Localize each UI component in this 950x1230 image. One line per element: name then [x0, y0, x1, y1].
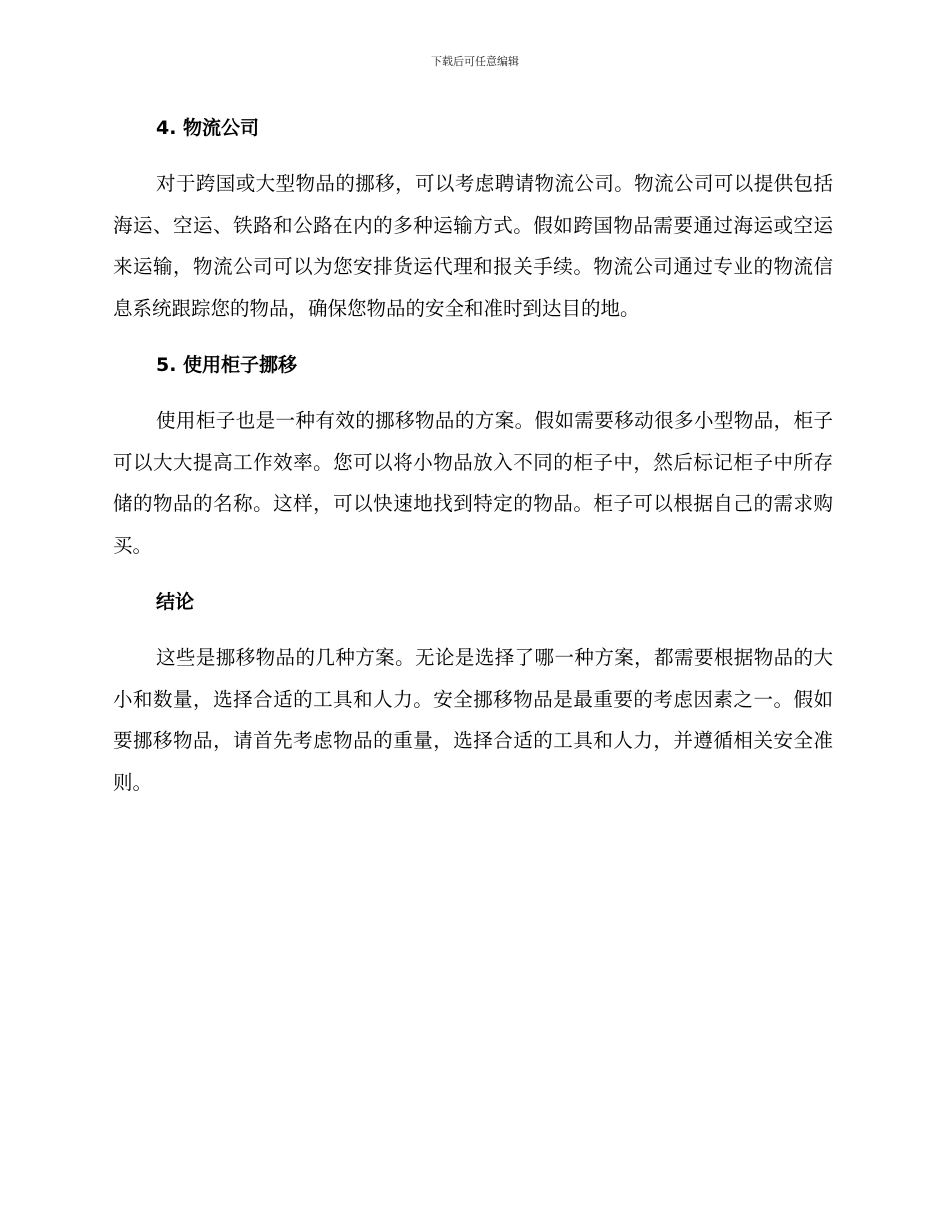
section-heading-logistics: 4. 物流公司 [156, 117, 260, 139]
spacer [113, 620, 833, 637]
spacer [113, 383, 833, 400]
section-heading-cabinet: 5. 使用柜子挪移 [156, 354, 298, 376]
spacer [113, 566, 833, 584]
section-paragraph-cabinet: 使用柜子也是一种有效的挪移物品的方案。假如需要移动很多小型物品，柜子可以大大提高工作效率。您可以将小物品放入不同的柜子中，然后标记柜子中所存储的物品的名称。这样，可以快速地找到特定的物品。柜子可以根据自己的需求购买。 [113, 409, 833, 557]
section-heading-conclusion: 结论 [156, 591, 195, 613]
spacer [113, 329, 833, 347]
section-paragraph-conclusion: 这些是挪移物品的几种方案。无论是选择了哪一种方案，都需要根据物品的大小和数量，选择合适的工具和人力。安全挪移物品是最重要的考虑因素之一。假如要挪移物品，请首先考虑物品的重量，选择合适的工具和人力，并遵循相关安全准则。 [113, 646, 833, 794]
page-header: 下载后可任意编辑 [431, 55, 519, 68]
spacer [113, 146, 833, 163]
section-paragraph-logistics: 对于跨国或大型物品的挪移，可以考虑聘请物流公司。物流公司可以提供包括海运、空运、铁路和公路在内的多种运输方式。假如跨国物品需要通过海运或空运来运输，物流公司可以为您安排货运代理和报关手续。物流公司通过专业的物流信息系统跟踪您的物品，确保您物品的安全和准时到达目的地。 [113, 172, 833, 320]
document-body [113, 110, 833, 803]
